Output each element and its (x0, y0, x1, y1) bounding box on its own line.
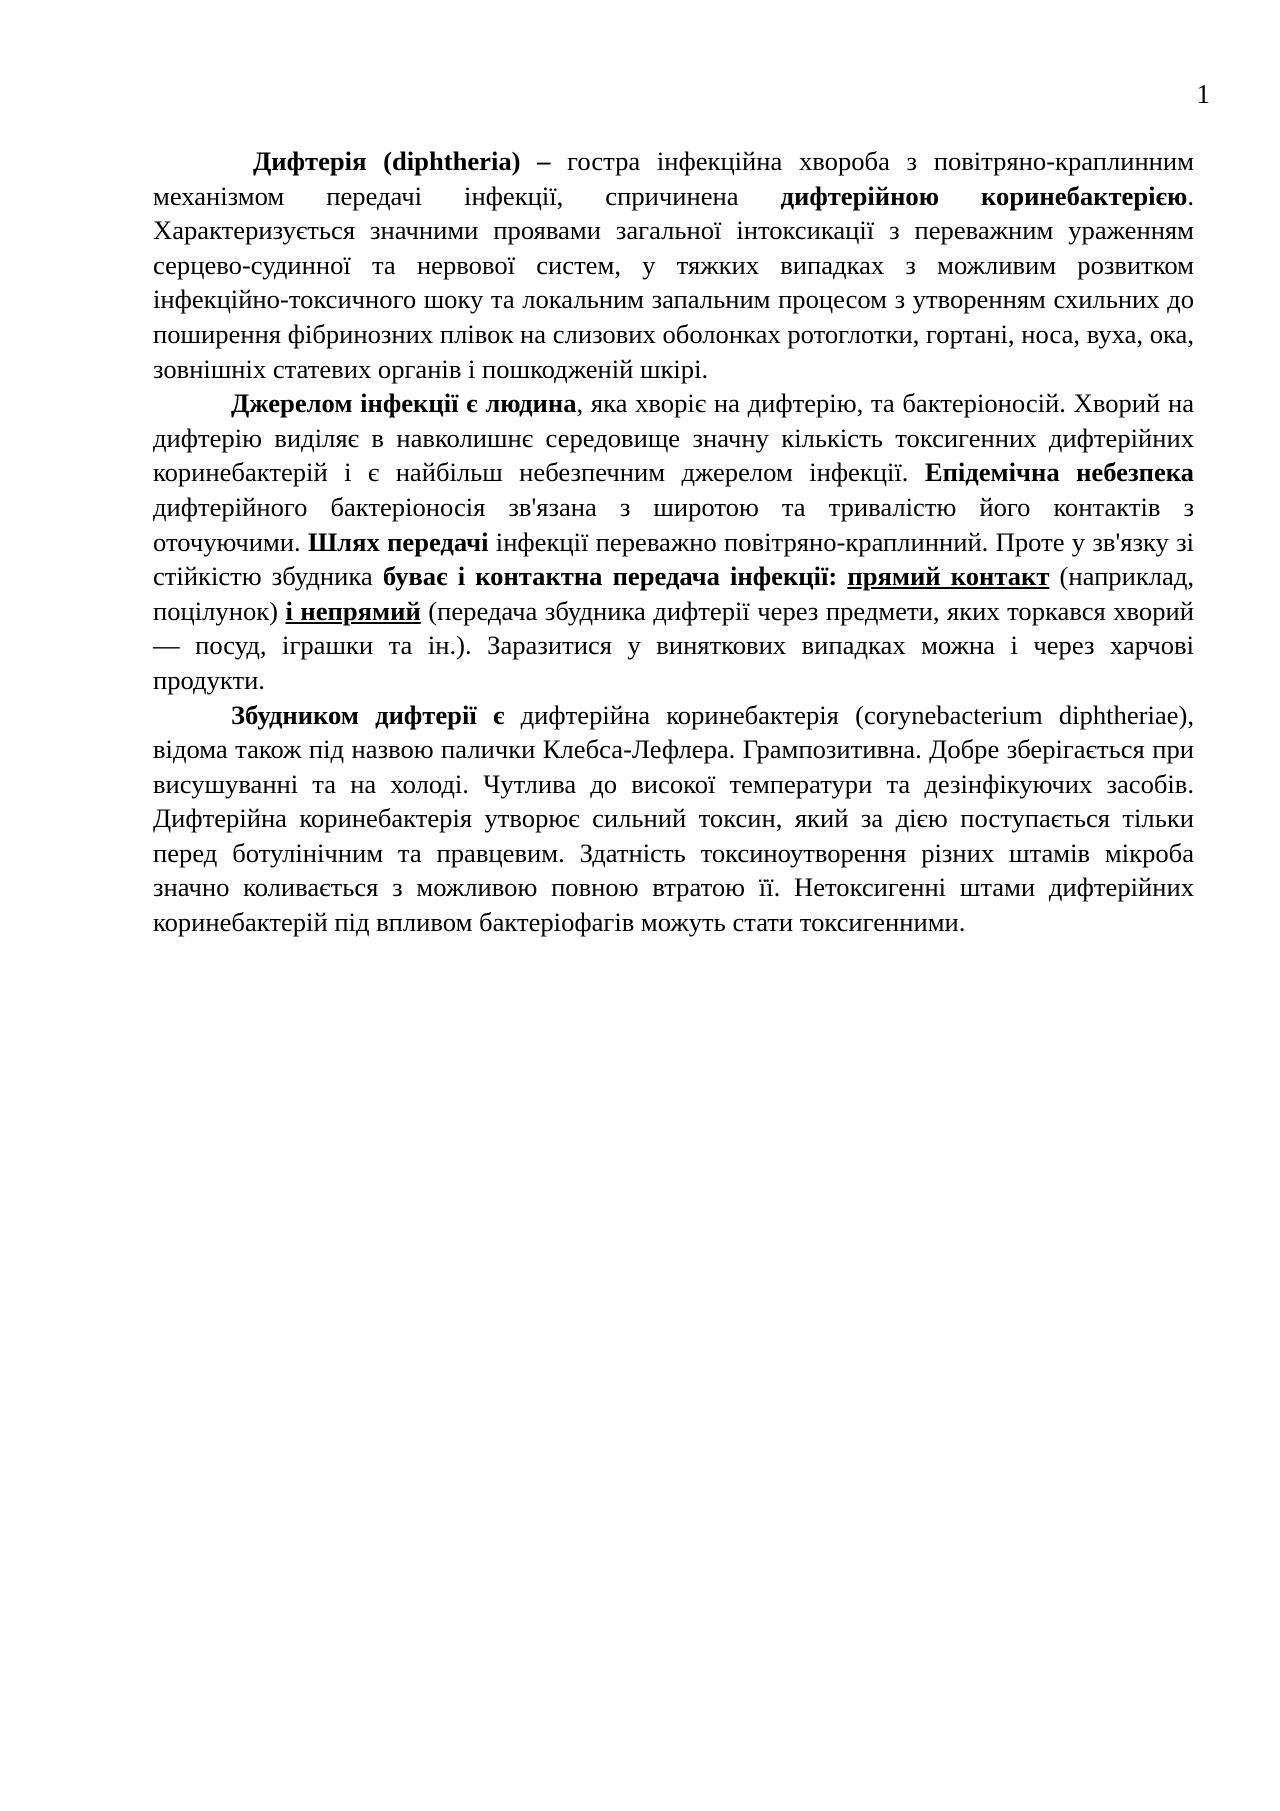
text-run: . Характеризується значними проявами загальної інтоксикації з переважним ураженням серцево-судинної та нервової систем, у тяжких випадках з можливим розвитком інфекційно-токсичного шоку та локальним запальним процесом з утворенням схильних до поширення фібринозних плівок на слизових оболонках ротоглотки, гортані, носа, вуха, ока, зовнішніх статевих органів і пошкодженій шкірі. (153, 180, 1194, 384)
text-run: дифтерійна коринебактерія (corynebacterium diphtheriae), відома також під назвою палички Клебса-Лефлера. Грампозитивна. Добре зберігається при висушуванні та на холоді. Чутлива до високої температури та дезінфікуючих засобів. Дифтерійна коринебактерія утворює сильний токсин, який за дією поступається тільки перед ботулінічним та правцевим. Здатність токсиноутворення різних штамів мікроба значно коливається з можливою повною втратою її. Нетоксигенні штами дифтерійних коринебактерій під впливом бактеріофагів можуть стати токсигенними. (153, 699, 1194, 938)
paragraph-definition (153, 144, 1194, 386)
term-contact-transmission: буває і контактна передача інфекції: (382, 561, 838, 592)
term-diphtheria: Дифтерія (diphtheria) – (253, 146, 551, 176)
text-run: (наприклад, поцілунок) (153, 561, 1195, 626)
term-pathogen-name: дифтерійною коринебактерією (780, 180, 1188, 211)
term-direct-contact: прямий контакт (847, 561, 1050, 592)
term-epidemic-danger: Епідемічна небезпека (924, 457, 1194, 488)
text-run: інфекції переважно повітряно-краплинний. Проте у зв'язку зі стійкістю збудника (153, 526, 1194, 592)
paragraph-source-of-infection (153, 386, 1194, 697)
page-number: 1 (1196, 79, 1210, 109)
term-transmission-route: Шлях передачі (307, 526, 489, 557)
text-run: дифтерійного бактеріоносія зв'язана з широтою та тривалістю його контактів з оточуючими. (153, 491, 1194, 557)
text-run (837, 561, 847, 591)
text-run: (передача збудника дифтерії через предмети, яких торкався хворий — посуд, іграшки та ін.). Заразитися у виняткових випадках можна і через харчові продукти. (153, 595, 1194, 695)
text-run: , яка хворіє на дифтерію, та бактеріоносій. Хворий на дифтерію виділяє в навколишнє середовище значну кількість токсигенних дифтерійних коринебактерій і є найбільш небезпечним джерелом інфекції. (153, 388, 1194, 488)
term-indirect-contact: і непрямий (285, 595, 421, 626)
text-run: гостра інфекційна хвороба з повітряно-краплинним механізмом передачі інфекції, спричинена (153, 146, 1194, 211)
document-body (153, 144, 1194, 940)
term-source-of-infection: Джерелом інфекції є людина (231, 388, 577, 419)
term-pathogen: Збудником дифтерії є (231, 699, 505, 730)
paragraph-pathogen (153, 698, 1194, 940)
